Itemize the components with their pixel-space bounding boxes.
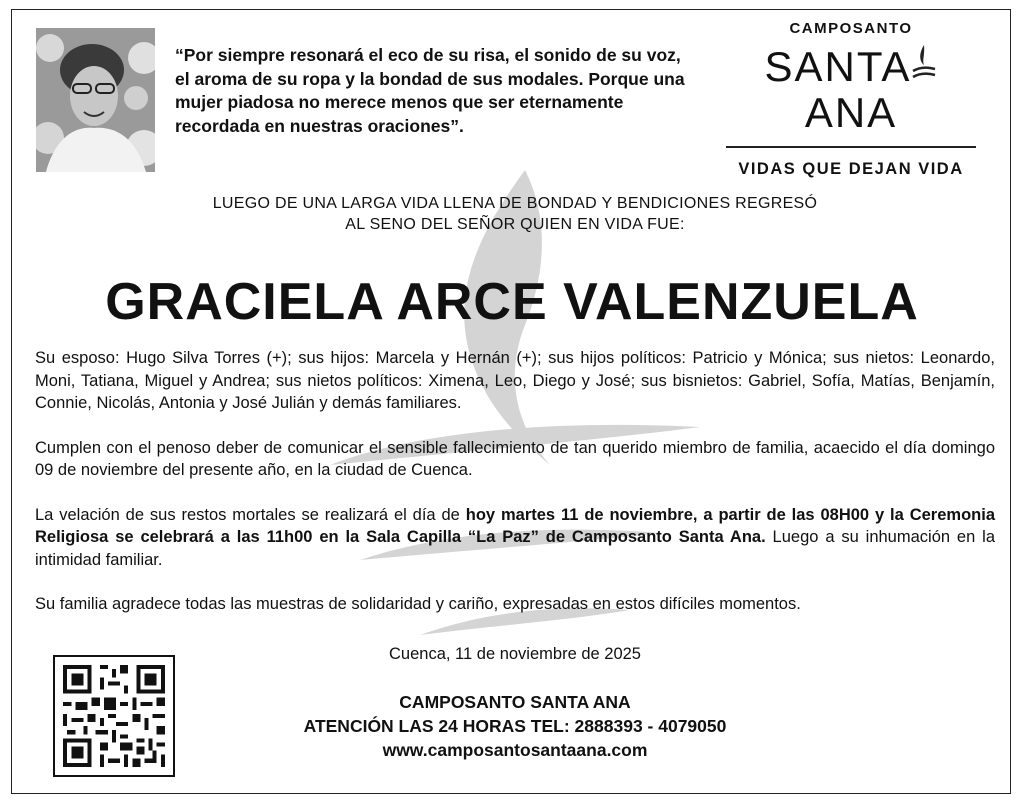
family-paragraph: Su esposo: Hugo Silva Torres (+); sus hijos: Marcela y Hernán (+); sus hijos políticos: Patricio y Mónica; sus nietos: Leonardo, Moni, Tatiana, Miguel y Andrea; sus nietos políticos: Ximena, Leo, Diego y José; sus bisnietos: Gabriel, Sofía, Matías, Benjamín, Connie, Nicolás, Antonia y José Julián y demás familiares.	[35, 349, 995, 412]
intro-text	[100, 193, 930, 235]
portrait-photo	[36, 28, 155, 172]
date-line: Cuenca, 11 de noviembre de 2025	[389, 645, 641, 663]
thanks-paragraph: Su familia agradece todas las muestras de solidaridad y cariño, expresadas en estos difíciles momentos.	[35, 595, 801, 613]
deceased-name: GRACIELA ARCE VALENZUELA	[105, 273, 919, 331]
wake-end: Luego a su inhumación en la intimidad familiar.	[35, 528, 995, 569]
footer-org: CAMPOSANTO SANTA ANA	[399, 692, 631, 712]
logo-main-right: ANA	[804, 89, 898, 136]
logo-tagline: VIDAS QUE DEJAN VIDA	[738, 160, 964, 178]
notice-body	[35, 347, 995, 616]
logo-divider	[726, 146, 976, 148]
logo-main-left: SANTA	[764, 43, 912, 90]
logo-main-text	[720, 43, 982, 136]
memorial-quote: “Por siempre resonará el eco de su risa, el sonido de su voz, el aroma de su ropa y la bondad de sus modales. Porque una mujer piadosa no merece menos que ser eternamente recordada en nuestras oraciones”.	[175, 45, 685, 136]
footer-website-link[interactable]: www.camposantosantaana.com	[382, 740, 648, 760]
flame-logo-icon	[911, 43, 937, 85]
intro-line-1: LUEGO DE UNA LARGA VIDA LLENA DE BONDAD Y BENDICIONES REGRESÓ	[212, 195, 818, 212]
footer-phone: ATENCIÓN LAS 24 HORAS TEL: 2888393 - 4079050	[303, 716, 727, 736]
logo-top-text: CAMPOSANTO	[789, 20, 913, 37]
intro-line-2: AL SENO DEL SEÑOR QUIEN EN VIDA FUE:	[345, 216, 685, 233]
wake-intro: La velación de sus restos mortales se realizará el día de	[35, 505, 466, 524]
camposanto-logo	[720, 18, 982, 178]
wake-details: hoy martes 11 de noviembre, a partir de las 08H00 y la Ceremonia Religiosa se celebrará a las 11h00 en la Sala Capilla “La Paz” de Camposanto Santa Ana.	[35, 505, 995, 546]
announcement-paragraph: Cumplen con el penoso deber de comunicar el sensible fallecimiento de tan querido miembro de familia, acaecido el día domingo 09 de noviembre del presente año, en la ciudad de Cuenca.	[35, 438, 995, 479]
qr-code-icon[interactable]	[53, 655, 175, 777]
footer-contact	[230, 690, 800, 762]
wake-paragraph	[35, 504, 995, 572]
